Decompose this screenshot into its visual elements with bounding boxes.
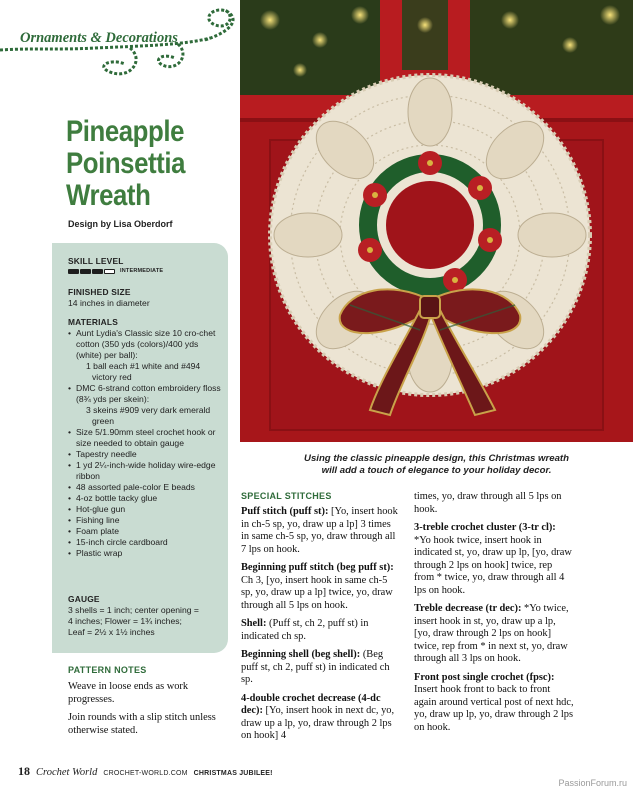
gauge-text: 3 shells = 1 inch; center opening = 4 inches; Flower = 1¾ inches; Leaf = 2½ x 1½ inches: [68, 605, 199, 637]
magazine-site: CROCHET-WORLD.COM: [103, 770, 188, 777]
materials-heading: MATERIALS: [68, 317, 119, 327]
page-footer: [18, 764, 273, 779]
special-stitches-col: Puff stitch (puff st): [Yo, insert hook in ch-5 sp, yo, draw up a lp] 3 times in same ch-5 sp, yo, draw through all 7 lps on hook. Beginning puff stitch (beg puff st): Ch 3, [yo, insert hook in same ch-5 sp, yo, draw up a lp] twice, yo, draw through all 5 lps on hook. Shell: (Puff st, ch 2, puff st) in indicated ch sp. Beginning shell (beg shell): (Beg puff st, ch 2, puff st) in indicated ch sp. 4-double crochet decrease (4-dc dec): [Yo, insert hook in next dc, yo, draw up a lp, yo, draw through 2 lps on hook] 4: [241, 506, 398, 741]
size-value: 14 inches in diameter: [68, 298, 150, 308]
special-stitches-heading: SPECIAL STITCHES: [241, 491, 332, 501]
title-line: Wreath: [66, 179, 151, 212]
materials-list: [68, 328, 226, 559]
list-item: • Aunt Lydia's Classic size 10 cro-chet cotton (350 yds (colors)/400 yds (white) per ball): 1 ball each #1 white and #494 victory red: [68, 328, 226, 383]
list-item: • Fishing line: [68, 515, 226, 526]
list-item: • 48 assorted pale-color E beads: [68, 482, 226, 493]
list-item: • Plastic wrap: [68, 548, 226, 559]
list-item: • Tapestry needle: [68, 449, 226, 460]
skill-block-empty: [104, 269, 115, 274]
special-stitches-col-3: times, yo, draw through all 5 lps on hook. 3-treble crochet cluster (3-tr cl): *Yo hook twice, insert hook in indicated st, yo, draw up lp, [yo, draw through 2 lps on hook] twice, rep from * twice, yo, draw through all 4 lps on hook. Treble decrease (tr dec): *Yo twice, insert hook in st, yo, draw up a lp, [yo, draw through 2 lps on hook] twice, rep from * in next st, yo, draw through all 3 lps on hook. Front post single crochet (fpsc): Insert hook front to back to front again around vertical post of next hdc, yo, draw up lp, yo, draw through 2 lps on hook.: [414, 491, 574, 733]
photo-caption: Using the classic pineapple design, this Christmas wreath will add a touch of elegance to your holiday decor.: [304, 453, 569, 476]
watermark: PassionForum.ru: [558, 778, 627, 788]
list-item: • Hot-glue gun: [68, 504, 226, 515]
rope-border-decoration: [0, 0, 240, 95]
list-item: • Size 5/1.90mm steel crochet hook or size needed to obtain gauge: [68, 427, 226, 449]
skill-block: [80, 269, 91, 274]
gauge-heading: GAUGE: [68, 594, 100, 604]
list-item: • 4-oz bottle tacky glue: [68, 493, 226, 504]
wreath-photo: [240, 0, 633, 442]
pattern-notes-body: Weave in loose ends as work progresses. Join rounds with a slip stitch unless otherwise stated.: [68, 681, 216, 736]
designer-credit: Design by Lisa Oberdorf: [68, 219, 173, 229]
skill-level-bar: [68, 268, 163, 274]
list-item: • 15-inch circle cardboard: [68, 537, 226, 548]
list-item: • Foam plate: [68, 526, 226, 537]
article-title: [66, 116, 212, 212]
list-item: • 1 yd 2¼-inch-wide holiday wire-edge ribbon: [68, 460, 226, 482]
skill-level-label: INTERMEDIATE: [120, 268, 164, 274]
issue-name: CHRISTMAS JUBILEE!: [193, 770, 273, 777]
title-line: Pineapple: [66, 115, 185, 148]
title-line: Poinsettia: [66, 147, 186, 180]
skill-heading: SKILL LEVEL: [68, 256, 124, 266]
size-heading: FINISHED SIZE: [68, 287, 131, 297]
skill-block: [92, 269, 103, 274]
skill-block: [68, 269, 79, 274]
list-item: • DMC 6-strand cotton embroidery floss (8¾ yds per skein): 3 skeins #909 very dark emerald green: [68, 383, 226, 427]
page-number: 18: [18, 764, 30, 778]
pattern-notes-heading: PATTERN NOTES: [68, 665, 147, 675]
section-label: Ornaments & Decorations: [20, 30, 178, 46]
magazine-name: Crochet World: [36, 767, 98, 778]
